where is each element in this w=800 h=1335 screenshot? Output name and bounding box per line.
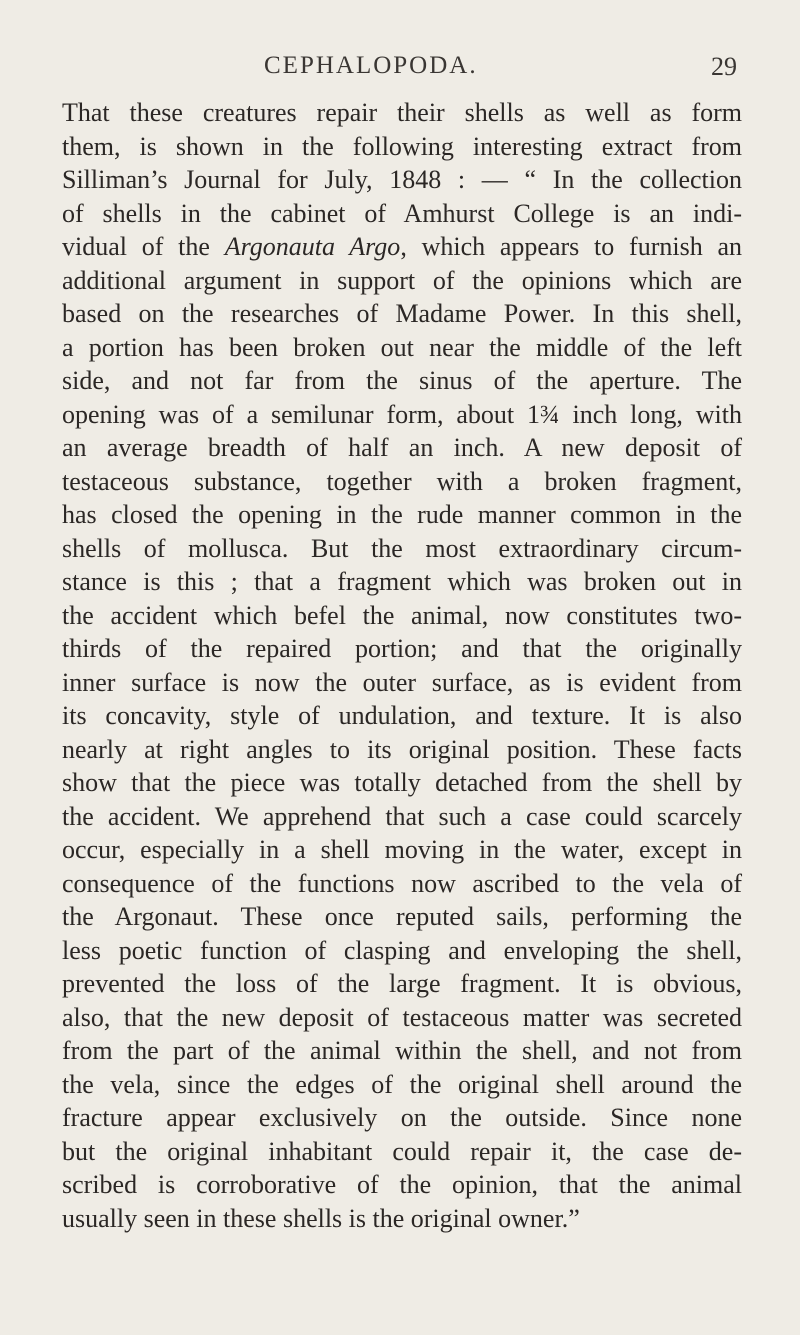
- text-line: its concavity, style of undulation, and texture. It is also: [62, 701, 742, 730]
- text-line: based on the researches of Madame Power. In this shell,: [62, 299, 742, 328]
- text-line: but the original inhabitant could repair it, the case de-: [62, 1136, 742, 1166]
- text-line: show that the piece was totally detached from the shell by: [62, 768, 742, 797]
- text-line: consequence of the functions now ascribed to the vela of: [62, 868, 742, 898]
- text-line: fracture appear exclusively on the outside. Since none: [62, 1103, 742, 1132]
- text-line: stance is this ; that a fragment which was broken out in: [62, 567, 742, 596]
- running-head: [0, 52, 800, 82]
- text-line: from the part of the animal within the shell, and not from: [62, 1036, 742, 1065]
- text-line: also, that the new deposit of testaceous matter was secreted: [62, 1002, 742, 1032]
- text-line: scribed is corroborative of the opinion, that the animal: [62, 1170, 742, 1199]
- text-line: inner surface is now the outer surface, as is evident from: [62, 667, 742, 697]
- text-line: side, and not far from the sinus of the aperture. The: [62, 366, 742, 395]
- species-name: Argonauta Argo: [224, 232, 401, 261]
- text-line: has closed the opening in the rude manner common in the: [62, 500, 742, 529]
- text-line: the accident. We apprehend that such a case could scarcely: [62, 801, 742, 831]
- text-fragment: , which appears to furnish an: [400, 232, 742, 261]
- text-line: [62, 230, 742, 264]
- text-line: opening was of a semilunar form, about 1¾ inch long, with: [62, 399, 742, 429]
- text-line: the accident which befel the animal, now constitutes two-: [62, 600, 742, 630]
- text-line: an average breadth of half an inch. A new deposit of: [62, 433, 742, 462]
- running-title: CEPHALOPODA.: [264, 52, 478, 79]
- text-line: the vela, since the edges of the original shell around the: [62, 1069, 742, 1099]
- text-line: thirds of the repaired portion; and that the originally: [62, 634, 742, 663]
- body-paragraph: [62, 96, 742, 1235]
- text-line: occur, especially in a shell moving in the water, except in: [62, 835, 742, 864]
- text-line: That these creatures repair their shells as well as form: [62, 98, 742, 127]
- page-number: 29: [711, 52, 737, 81]
- text-line: a portion has been broken out near the middle of the left: [62, 332, 742, 362]
- text-line: additional argument in support of the opinions which are: [62, 265, 742, 295]
- text-line: the Argonaut. These once reputed sails, performing the: [62, 902, 742, 931]
- text-line: nearly at right angles to its original position. These facts: [62, 734, 742, 764]
- text-fragment: vidual of the: [62, 232, 225, 261]
- text-line: less poetic function of clasping and enveloping the shell,: [62, 935, 742, 965]
- text-line: prevented the loss of the large fragment. It is obvious,: [62, 969, 742, 998]
- text-line: of shells in the cabinet of Amhurst College is an indi-: [62, 198, 742, 228]
- text-line: shells of mollusca. But the most extraordinary circum-: [62, 533, 742, 563]
- text-line: them, is shown in the following interesting extract from: [62, 131, 742, 161]
- text-line: testaceous substance, together with a broken fragment,: [62, 466, 742, 496]
- text-line: Silliman’s Journal for July, 1848 : — “ In the collection: [62, 165, 742, 194]
- text-line: usually seen in these shells is the original owner.”: [62, 1203, 580, 1233]
